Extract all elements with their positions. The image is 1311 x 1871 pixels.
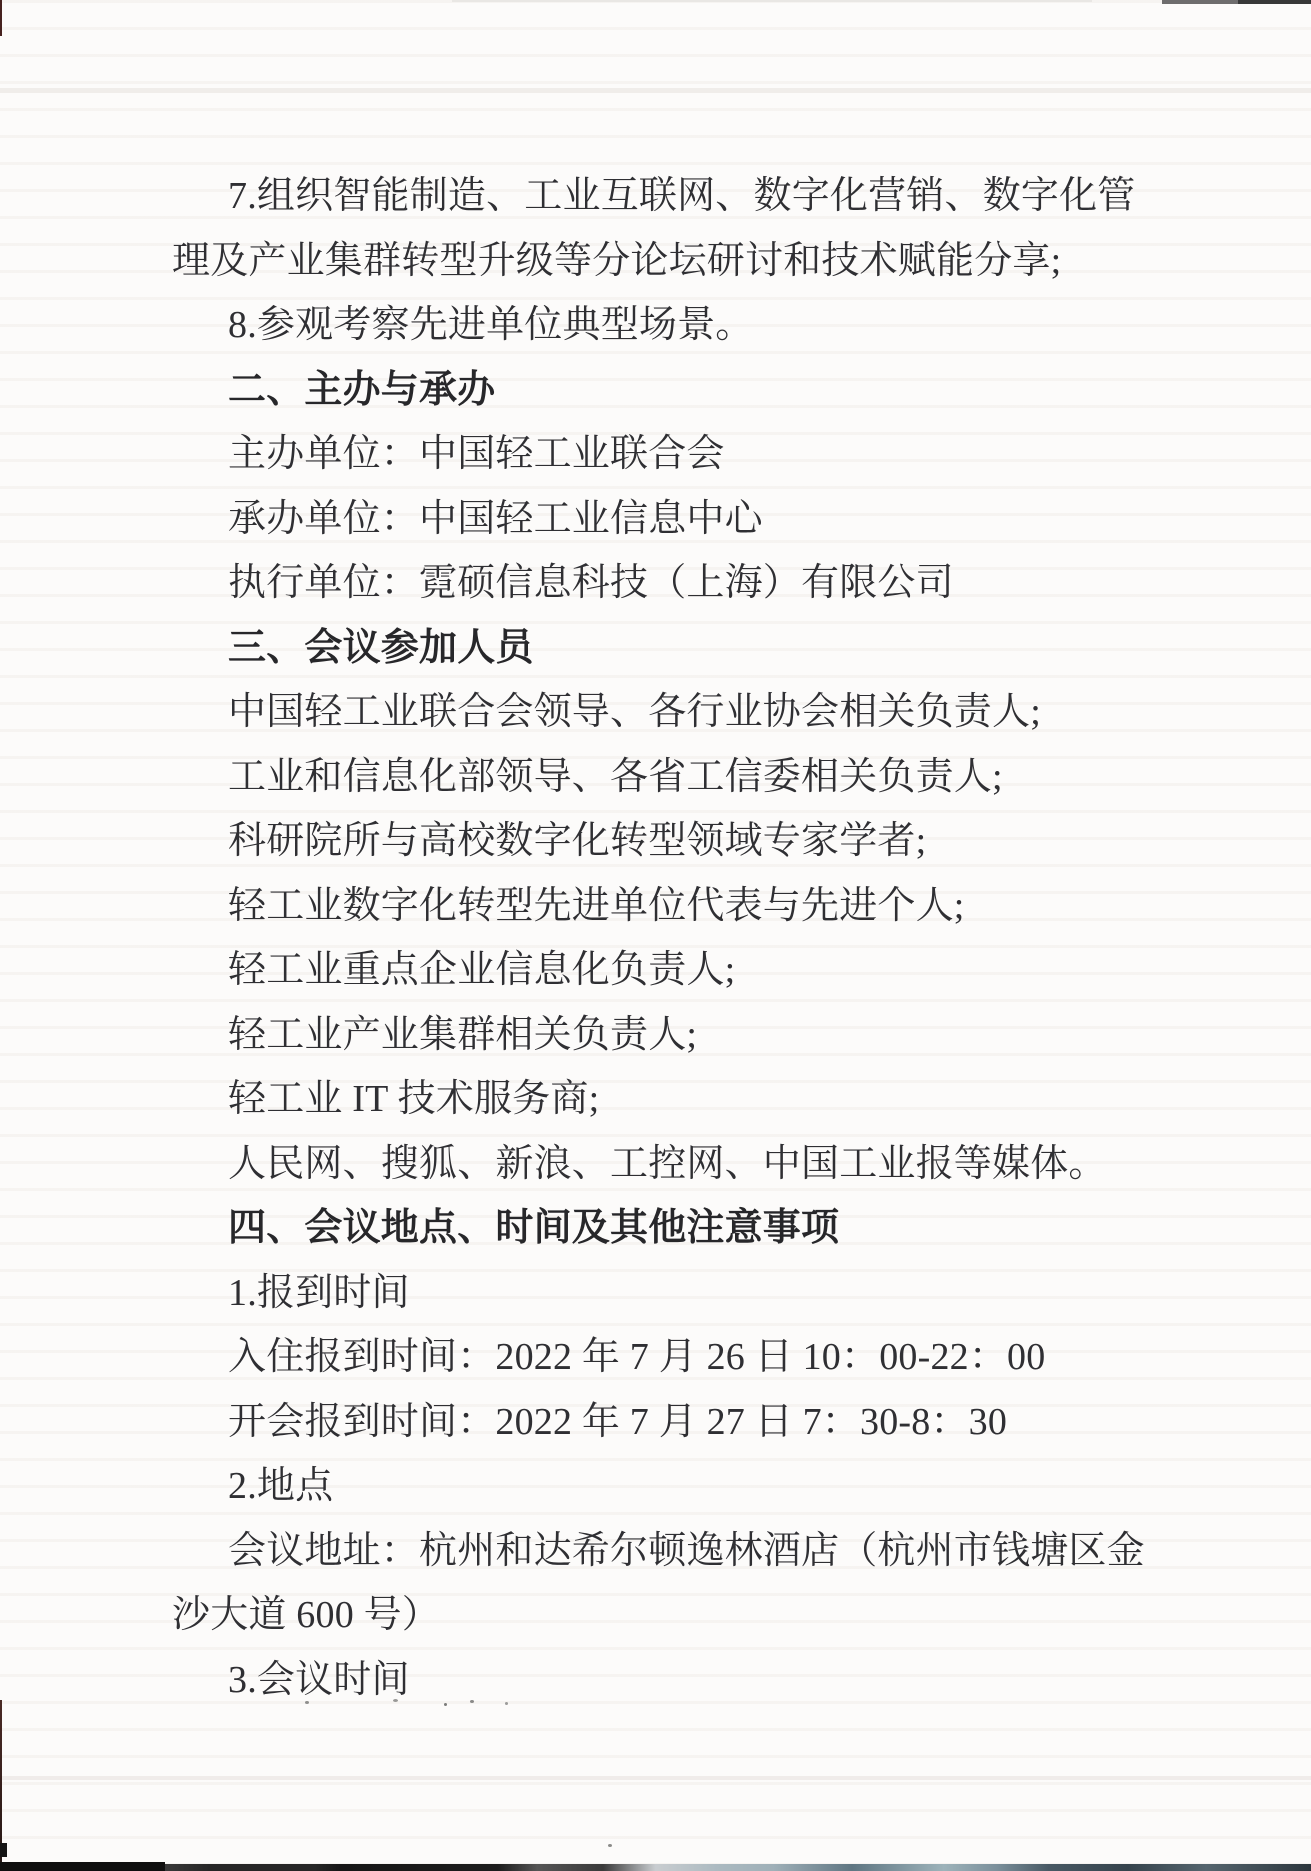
scan-artifact-left-edge-top [0,0,2,36]
section-heading: 四、会议地点、时间及其他注意事项 [228,1207,840,1249]
text-line: 主办单位：中国轻工业联合会 [228,433,725,475]
text-line: 轻工业产业集群相关负责人; [228,1013,698,1056]
text-line: 工业和信息化部领导、各省工信委相关负责人; [228,755,1003,798]
text-line: 人民网、搜狐、新浪、工控网、中国工业报等媒体。 [228,1142,1107,1185]
scan-artifact-top-right-dark [1238,0,1311,4]
section-heading: 三、会议参加人员 [228,626,534,669]
text-line: 8.参观考察先进单位典型场景。 [228,304,754,346]
scan-band [0,88,1311,93]
text-line: 7.组织智能制造、工业互联网、数字化营销、数字化管 [228,175,1136,217]
text-line: 会议地址：杭州和达希尔顿逸林酒店（杭州市钱塘区金 [228,1529,1145,1572]
text-line: 中国轻工业联合会领导、各行业协会相关负责人; [228,691,1041,733]
text-line: 科研院所与高校数字化转型领域专家学者; [228,820,927,862]
text-line: 执行单位：霓硕信息科技（上海）有限公司 [228,562,954,604]
text-line: 2.地点 [228,1465,334,1507]
text-line: 开会报到时间：2022 年 7 月 27 日 7：30-8：30 [228,1400,1008,1443]
text-line: 入住报到时间：2022 年 7 月 26 日 10：00-22：00 [228,1336,1046,1378]
scan-band [0,1776,1311,1780]
section-heading: 二、主办与承办 [228,368,496,411]
text-line: 承办单位：中国轻工业信息中心 [228,497,763,540]
text-line: 轻工业重点企业信息化负责人; [228,949,736,991]
scan-artifact-bottom-bar [0,1864,1311,1871]
scan-artifact-bottom-bar-left [0,1862,165,1871]
text-line: 3.会议时间 [228,1658,410,1701]
scan-artifact-top-strip [452,0,1092,2]
text-line: 轻工业数字化转型先进单位代表与先进个人; [228,884,965,927]
text-line: 沙大道 600 号） [172,1594,441,1636]
text-line: 轻工业 IT 技术服务商; [228,1078,600,1120]
scan-speck [608,1844,612,1847]
document-body [172,164,1157,1712]
scan-artifact-left-nub [0,1843,7,1857]
text-line: 1.报到时间 [228,1271,410,1314]
scan-artifact-top-right-gray [1162,0,1238,4]
text-line: 理及产业集群转型升级等分论坛研讨和技术赋能分享; [172,239,1062,282]
